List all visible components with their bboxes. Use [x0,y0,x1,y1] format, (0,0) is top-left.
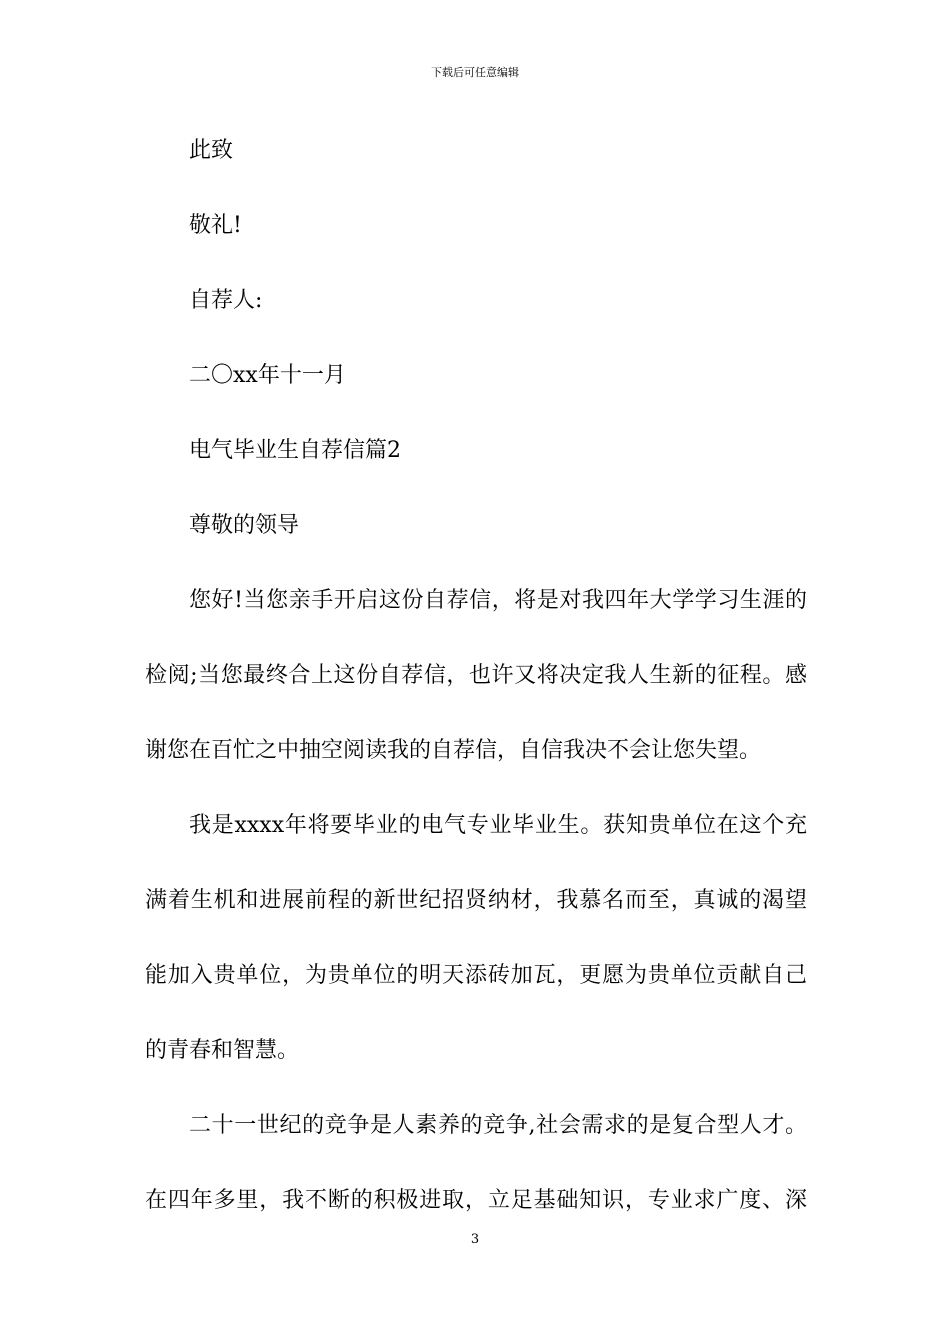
date-line: 二〇xx年十一月 [189,363,346,388]
page-header: 下载后可任意编辑 [431,66,519,79]
page-number: 3 [470,1232,480,1247]
paragraph-line: 我是xxxx年将要毕业的电气专业毕业生。获知贵单位在这个充 [189,813,807,838]
paragraph-line: 谢您在百忙之中抽空阅读我的自荐信，自信我决不会让您失望。 [145,738,762,763]
paragraph-line: 的青春和智慧。 [145,1038,300,1063]
section-title: 电气毕业生自荐信篇2 [189,438,401,463]
paragraph-line: 在四年多里，我不断的积极进取，立足基础知识，专业求广度、深 [145,1188,807,1213]
paragraph-line: 能加入贵单位，为贵单位的明天添砖加瓦，更愿为贵单位贡献自己 [145,963,807,988]
paragraph-line: 您好!当您亲手开启这份自荐信，将是对我四年大学学习生涯的 [189,588,807,613]
signature-line: 自荐人: [189,288,263,313]
greeting-line: 尊敬的领导 [189,513,300,538]
paragraph-line: 检阅;当您最终合上这份自荐信，也许又将决定我人生新的征程。感 [145,663,807,688]
closing-line: 此致 [189,138,234,163]
paragraph-line: 满着生机和进展前程的新世纪招贤纳材，我慕名而至，真诚的渴望 [145,888,807,913]
paragraph-line: 二十一世纪的竞争是人素养的竞争,社会需求的是复合型人才。 [189,1113,807,1138]
salutation-line: 敬礼! [189,213,242,238]
